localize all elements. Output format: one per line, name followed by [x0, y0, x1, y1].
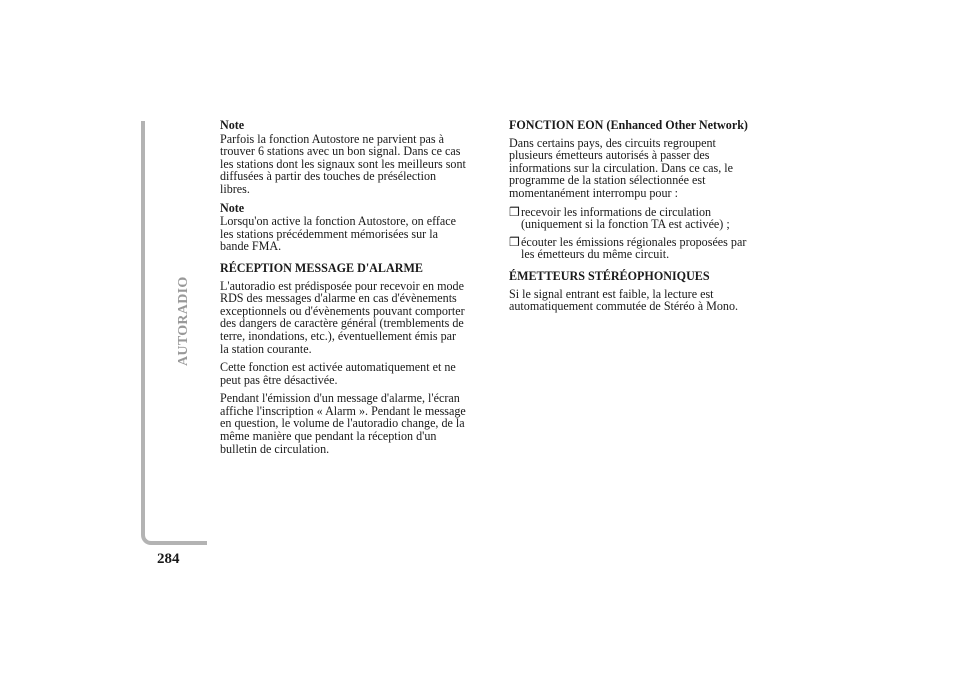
- section-heading-alarm: RÉCEPTION MESSAGE D'ALARME: [220, 260, 423, 275]
- list-item-text: écouter les émissions régionales proposées par les émetteurs du même circuit.: [521, 234, 747, 262]
- section-tab-label: AUTORADIO: [176, 276, 191, 366]
- note-text: Parfois la fonction Autostore ne parvient pas à trouver 6 stations avec un bon signal. Dans ce cas les stations dont les signaux sont les meilleurs sont diffusées à partir des touches de présélection libres.: [220, 131, 466, 196]
- paragraph: Pendant l'émission d'un message d'alarme, l'écran affiche l'inscription « Alarm ». Pendant le message en question, le volume de l'autoradio change, de la même manière que pendant la réception d'un bulletin de circulation.: [220, 391, 466, 456]
- list-item: [509, 206, 771, 231]
- paragraph: Cette fonction est activée automatiquement et ne peut pas être désactivée.: [220, 360, 456, 387]
- checkbox-bullet-icon: ❒: [509, 234, 520, 249]
- paragraph: Dans certains pays, des circuits regroupent plusieurs émetteurs autorisés à passer des informations sur la circulation. Dans ce cas, le programme de la station sélectionnée est momentanément interrompu pour :: [509, 135, 733, 200]
- section-heading-stereo: ÉMETTEURS STÉRÉOPHONIQUES: [509, 268, 710, 283]
- list-item: [509, 236, 771, 261]
- left-column: [220, 119, 494, 461]
- paragraph: L'autoradio est prédisposée pour recevoir en mode RDS des messages d'alarme en cas d'évènements exceptionnels ou d'évènements pouvant comporter des dangers de caractère général (tremblements de terre, inondations, etc.), éventuellement émis par la station courante.: [220, 278, 465, 356]
- right-column: [509, 119, 771, 319]
- note-heading: Note: [220, 200, 245, 215]
- note-heading: Note: [220, 118, 245, 132]
- section-heading-eon: FONCTION EON (Enhanced Other Network): [509, 118, 748, 132]
- page-side-frame: [141, 121, 207, 545]
- page-number: 284: [157, 551, 180, 567]
- paragraph: Si le signal entrant est faible, la lecture est automatiquement commutée de Stéréo à Mono.: [509, 286, 739, 314]
- note-text: Lorsqu'on active la fonction Autostore, on efface les stations précédemment mémorisées sur la bande FMA.: [220, 214, 457, 254]
- checkbox-bullet-icon: ❒: [509, 204, 520, 219]
- list-item-text: recevoir les informations de circulation (uniquement si la fonction TA est activée) ;: [521, 204, 730, 232]
